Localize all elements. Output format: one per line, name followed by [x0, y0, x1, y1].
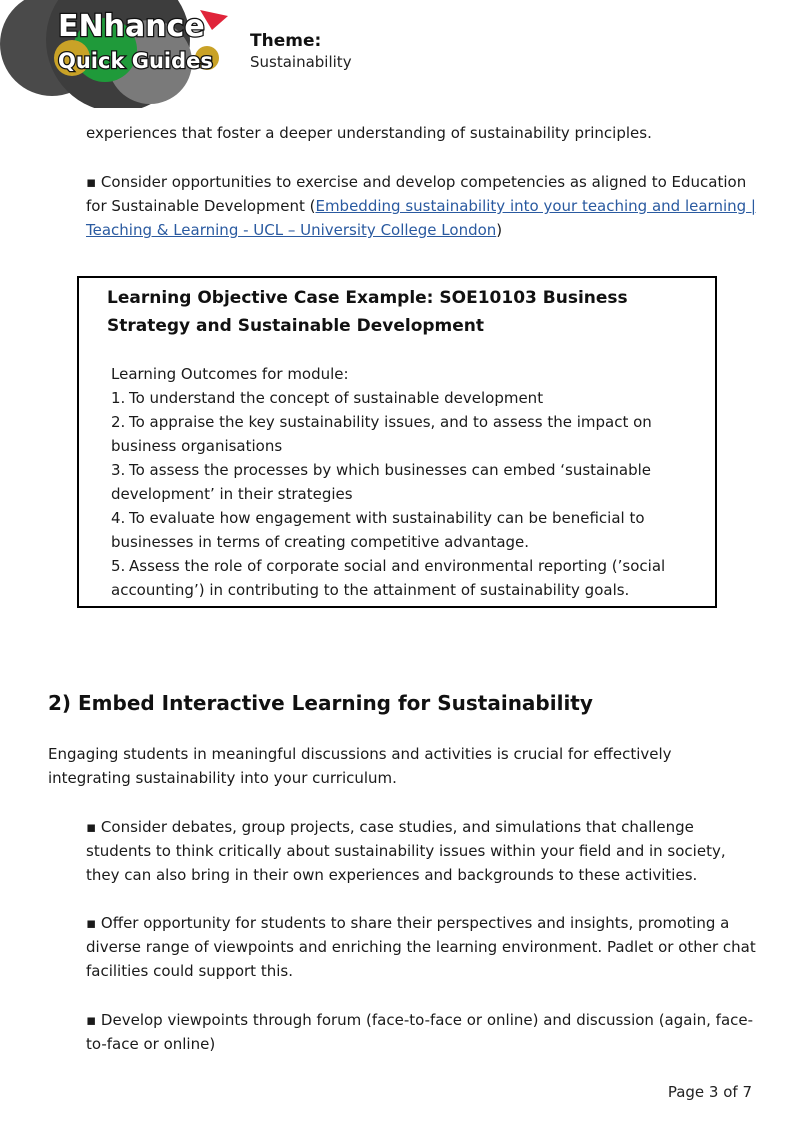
logo-text-quick-guides: Quick Guides	[58, 49, 213, 73]
theme-block	[250, 30, 352, 72]
ucl-embedding-sustainability-link[interactable]: Embedding sustainability into your teaching and learning | Teaching & Learning - UCL – University College London	[86, 197, 756, 239]
case-example-title: Learning Objective Case Example: SOE10103 Business Strategy and Sustainable Development	[107, 288, 628, 336]
bullet-forum: ▪ Develop viewpoints through forum (face-to-face or online) and discussion (again, face-to-face or online)	[86, 1011, 754, 1053]
page-number: Page 3 of 7	[667, 1083, 752, 1101]
section-intro: Engaging students in meaningful discussions and activities is crucial for effectively integrating sustainability into your curriculum.	[48, 745, 672, 787]
list-text: To understand the concept of sustainable development	[129, 389, 544, 407]
esd-bullet	[86, 170, 762, 242]
logo-text-enhance: ENhance	[58, 9, 205, 44]
list-number: 1.	[111, 389, 126, 407]
list-number: 2.	[111, 413, 126, 431]
list-text: To evaluate how engagement with sustainability can be beneficial to businesses in terms of creating competitive advantage.	[111, 509, 645, 551]
esd-bullet-text: ▪ Consider opportunities to exercise and develop competencies as aligned to Education for Sustainable Development (	[86, 173, 747, 215]
theme-label: Theme:	[250, 31, 322, 51]
list-item	[111, 506, 711, 554]
theme-value: Sustainability	[250, 53, 352, 71]
list-text: To appraise the key sustainability issues, and to assess the impact on business organisations	[111, 413, 652, 455]
bullet-perspectives: ▪ Offer opportunity for students to share their perspectives and insights, promoting a diverse range of viewpoints and enriching the learning environment. Padlet or other chat facilities could support this.	[86, 914, 756, 980]
list-item	[111, 458, 711, 506]
esd-bullet-suffix: )	[496, 221, 503, 239]
intro-continuation: experiences that foster a deeper understanding of sustainability principles.	[86, 124, 652, 142]
enhance-logo	[0, 0, 240, 108]
list-text: To assess the processes by which businesses can embed ‘sustainable development’ in their strategies	[111, 461, 652, 503]
section-heading: 2) Embed Interactive Learning for Sustainability	[48, 691, 593, 715]
list-item	[111, 386, 711, 410]
case-example-box	[77, 276, 717, 608]
list-number: 5.	[111, 557, 126, 575]
list-item	[111, 554, 711, 602]
list-number: 4.	[111, 509, 126, 527]
list-text: Assess the role of corporate social and environmental reporting (’social accounting’) in contributing to the attainment of sustainability goals.	[111, 557, 666, 599]
learning-outcomes-heading: Learning Outcomes for module:	[111, 365, 349, 383]
list-item	[111, 410, 711, 458]
learning-outcomes-list	[111, 386, 711, 602]
list-number: 3.	[111, 461, 126, 479]
bullet-debates: ▪ Consider debates, group projects, case studies, and simulations that challenge students to think critically about sustainability issues within your field and in society, they can also bring in their own experiences and backgrounds to these activities.	[86, 818, 726, 884]
